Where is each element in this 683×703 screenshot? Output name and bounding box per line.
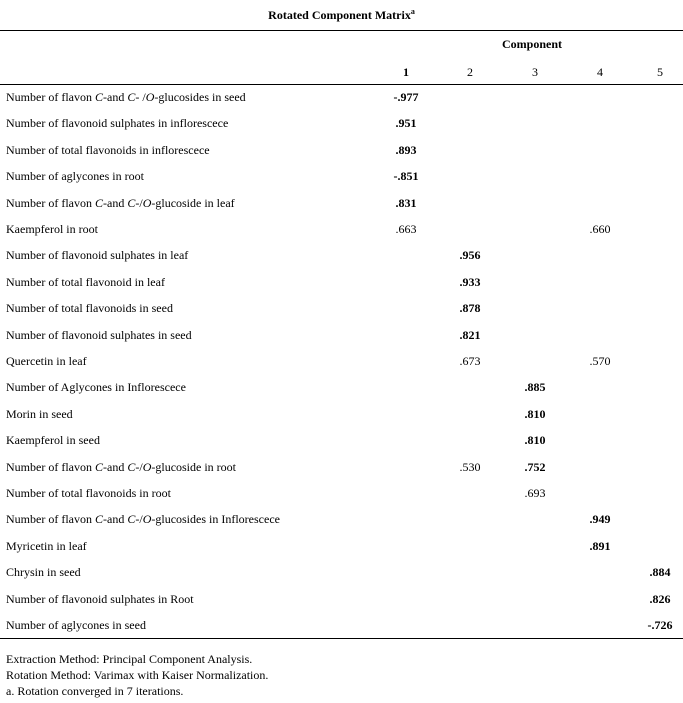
row-label-part: -glucoside in leaf	[151, 195, 235, 210]
row-label-part: O	[142, 195, 152, 210]
row-label-part: -glucosides in Inflorescece	[151, 512, 280, 527]
column-header-5: 5	[657, 65, 663, 79]
row-label	[6, 90, 246, 105]
row-label	[6, 328, 192, 343]
column-header-4: 4	[597, 65, 603, 79]
row-label-part: O	[142, 459, 152, 474]
loading-cell: .810	[524, 406, 546, 421]
row-label-part: Number of aglycones in seed	[6, 618, 146, 632]
row-label-part: Quercetin in leaf	[6, 354, 87, 368]
loading-cell: .821	[459, 327, 481, 342]
row-label-part: C	[94, 90, 103, 104]
row-label-part: C	[94, 512, 103, 527]
rule-top	[0, 30, 683, 31]
row-label	[6, 512, 280, 527]
loading-cell: -.851	[393, 169, 419, 184]
loading-cell: -.977	[393, 90, 419, 104]
loading-cell: .878	[459, 301, 481, 316]
loading-cell: .891	[589, 538, 611, 553]
footer-note: a. Rotation converged in 7 iterations.	[6, 684, 184, 698]
loading-cell: .673	[459, 354, 481, 368]
table-row	[0, 587, 683, 613]
loading-cell: .893	[395, 142, 417, 157]
title-superscript: a	[410, 7, 415, 16]
row-label-part: Number of flavonoid sulphates in Root	[6, 591, 194, 606]
row-label	[6, 460, 236, 475]
row-label-part: Kaempferol in seed	[6, 433, 100, 448]
table-row	[0, 138, 683, 164]
table-row	[0, 243, 683, 269]
table-row	[0, 349, 683, 375]
row-label-part: Number of aglycones in root	[6, 169, 144, 184]
row-label-part: Number of total flavonoids in root	[6, 486, 171, 500]
row-label-part: -/	[135, 459, 143, 474]
footer-extraction: Extraction Method: Principal Component Analysis.	[6, 652, 253, 666]
row-label-part: -and	[103, 459, 128, 474]
row-label	[6, 407, 73, 422]
row-label	[6, 248, 188, 263]
row-label	[6, 301, 173, 316]
table-row	[0, 323, 683, 349]
row-label-part: C	[127, 512, 136, 527]
row-label-part: Myricetin in leaf	[6, 538, 87, 553]
table-row	[0, 428, 683, 454]
loading-cell: .831	[395, 195, 417, 210]
table-row	[0, 402, 683, 428]
row-label-part: C	[127, 90, 136, 104]
table-row	[0, 164, 683, 190]
row-label-part: Number of flavonoid sulphates in inflorescece	[6, 116, 229, 131]
row-label-part: -glucosides in seed	[154, 90, 246, 104]
row-label-part: -and	[103, 195, 128, 210]
row-label	[6, 196, 235, 211]
loading-cell: .663	[395, 222, 417, 236]
loading-cell: -.726	[647, 618, 673, 632]
row-label	[6, 222, 98, 237]
loading-cell: .660	[589, 222, 611, 236]
row-label-part: Number of total flavonoid in leaf	[6, 274, 165, 289]
component-header: Component	[501, 37, 562, 51]
row-label-part: Kaempferol in root	[6, 222, 98, 236]
row-label-part: O	[145, 90, 155, 104]
row-label-part: Number of flavon	[6, 90, 95, 104]
table-row	[0, 296, 683, 322]
row-label-part: -glucoside in root	[151, 459, 237, 474]
row-label-part: - /	[135, 90, 146, 104]
loading-cell: .693	[524, 486, 546, 500]
loading-cell: .885	[524, 380, 546, 395]
table-row	[0, 191, 683, 217]
row-label	[6, 116, 228, 131]
table-row	[0, 613, 683, 639]
loading-cell: .949	[589, 512, 611, 527]
row-label-part: -/	[135, 195, 143, 210]
row-label-part: -/	[135, 512, 143, 527]
row-label	[6, 433, 100, 448]
table-title: Rotated Component Matrix$^a$	[268, 7, 415, 22]
table-row	[0, 481, 683, 507]
loading-cell: .884	[649, 565, 671, 580]
row-label	[6, 380, 186, 395]
row-label-part: Number of flavonoid sulphates in leaf	[6, 248, 189, 263]
row-label	[6, 565, 81, 580]
column-header-3: 3	[532, 65, 538, 79]
row-label-part: C	[94, 459, 103, 474]
row-label-part: Chrysin in seed	[6, 565, 81, 580]
row-label-part: Morin in seed	[6, 406, 73, 421]
footer-rotation: Rotation Method: Varimax with Kaiser Normalization.	[6, 668, 269, 682]
row-label-part: -and	[103, 512, 128, 527]
row-label-part: Number of Aglycones in Inflorescece	[6, 380, 186, 395]
table-row	[0, 85, 683, 111]
row-label	[6, 169, 144, 184]
row-label	[6, 354, 87, 369]
row-label	[6, 275, 165, 290]
column-header-2: 2	[467, 65, 473, 79]
row-label	[6, 539, 87, 554]
table-row	[0, 507, 683, 533]
row-label-part: C	[127, 459, 136, 474]
loading-cell: .530	[459, 459, 481, 474]
row-label-part: Number of flavon	[6, 512, 95, 527]
table-row	[0, 111, 683, 137]
row-label-part: C	[94, 195, 103, 210]
row-label	[6, 592, 194, 607]
rule-bottom	[0, 638, 683, 639]
loading-cell: .956	[459, 248, 481, 263]
row-label	[6, 486, 171, 501]
loading-cell: .752	[524, 459, 546, 474]
loading-cell: .826	[649, 591, 671, 606]
table-row	[0, 560, 683, 586]
loading-cell: .570	[589, 354, 611, 368]
row-label-part: Number of total flavonoids in inflorescece	[6, 142, 210, 157]
loading-cell: .951	[395, 116, 417, 131]
table-row	[0, 375, 683, 401]
row-label	[6, 618, 146, 633]
table-row	[0, 455, 683, 481]
row-label-part: Number of flavonoid sulphates in seed	[6, 327, 192, 342]
row-label-part: Number of flavon	[6, 195, 95, 210]
row-label-part: -and	[103, 90, 128, 104]
loading-cell: .810	[524, 433, 546, 448]
loading-cell: .933	[459, 274, 481, 289]
table-row	[0, 270, 683, 296]
row-label-part: C	[127, 195, 136, 210]
column-header-1: 1	[403, 65, 409, 79]
row-label-part: O	[142, 512, 152, 527]
table-row	[0, 217, 683, 243]
row-label	[6, 143, 210, 158]
row-label-part: Number of total flavonoids in seed	[6, 301, 173, 316]
table-row	[0, 534, 683, 560]
row-label-part: Number of flavon	[6, 459, 95, 474]
